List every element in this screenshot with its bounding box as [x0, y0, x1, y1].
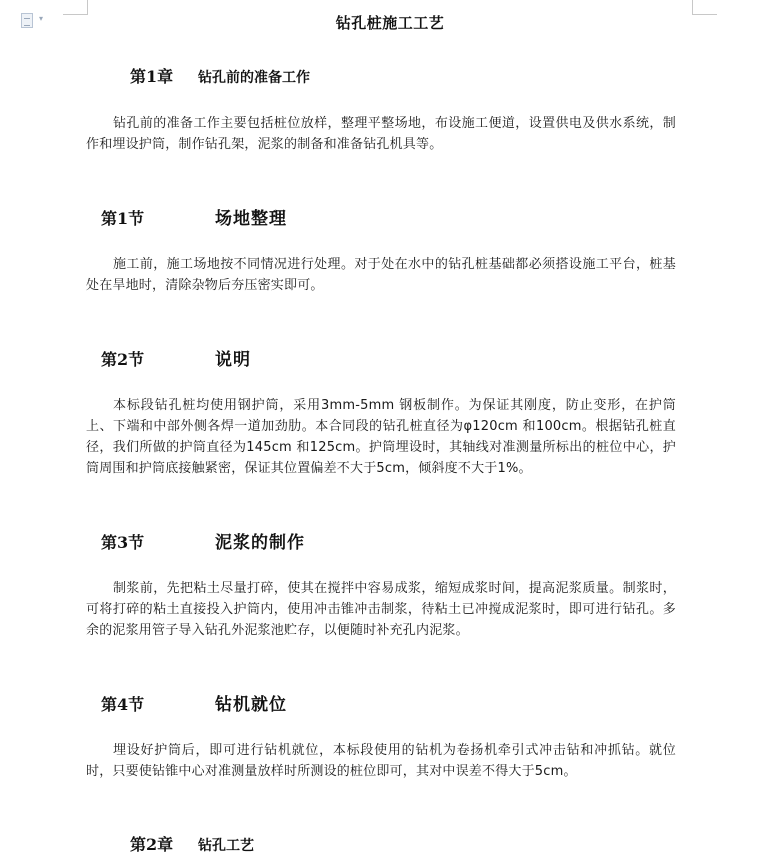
section-number: 第4节 [101, 695, 145, 714]
section-paragraph-2: 本标段钻孔桩均使用钢护筒，采用3mm-5mm 钢板制作。为保证其刚度，防止变形，在护筒上、下端和中部外侧各焊一道加劲肋。本合同段的钻孔桩直径为φ120cm 和100cm。根据钻孔桩直径，我们所做的护筒直径为145cm 和125cm。护筒埋设时，其轴线对准测量所标出的桩位中心，护筒周围和护筒底接触紧密，保证其位置偏差不大于5cm，倾斜度不大于1%。 [86, 398, 676, 476]
section-title: 说明 [215, 350, 251, 370]
chapter-title: 钻孔前的准备工作 [198, 70, 310, 86]
chevron-down-icon[interactable]: ▾ [39, 14, 44, 23]
chapter-heading-2 [130, 832, 254, 855]
chapter-title: 钻孔工艺 [198, 838, 254, 854]
chapter-number: 第2章 [130, 835, 174, 854]
section-title: 钻机就位 [215, 695, 287, 715]
document-title: 钻孔桩施工工艺 [335, 14, 445, 32]
section-heading-2 [101, 345, 251, 370]
section-title: 泥浆的制作 [215, 533, 305, 553]
section-heading-1 [101, 204, 287, 229]
section-title: 场地整理 [215, 209, 287, 229]
section-paragraph-4: 埋设好护筒后，即可进行钻机就位，本标段使用的钻机为卷扬机牵引式冲击钻和冲抓钻。就位时，只要使钻锥中心对准测量放样时所测设的桩位即可，其对中误差不得大于5cm。 [86, 743, 676, 779]
section-paragraph-1: 施工前，施工场地按不同情况进行处理。对于处在水中的钻孔桩基础都必须搭设施工平台，桩基处在旱地时，清除杂物后夯压密实即可。 [86, 257, 676, 293]
section-number: 第3节 [101, 533, 145, 552]
section-number: 第2节 [101, 350, 145, 369]
section-number: 第1节 [101, 209, 145, 228]
section-heading-3 [101, 528, 305, 553]
chapter-number: 第1章 [130, 67, 174, 86]
section-paragraph-3: 制浆前，先把粘土尽量打碎，使其在搅拌中容易成浆，缩短成浆时间，提高泥浆质量。制浆时，可将打碎的粘土直接投入护筒内，使用冲击锥冲击制浆，待粘土已冲搅成泥浆时，即可进行钻孔。多余的泥浆用管子导入钻孔外泥浆池贮存，以便随时补充孔内泥浆。 [86, 581, 676, 638]
intro-paragraph: 钻孔前的准备工作主要包括桩位放样，整理平整场地，布设施工便道，设置供电及供水系统，制作和埋设护筒，制作钻孔架，泥浆的制备和准备钻孔机具等。 [86, 116, 676, 152]
section-heading-4 [101, 690, 287, 715]
chapter-heading-1 [130, 64, 310, 87]
